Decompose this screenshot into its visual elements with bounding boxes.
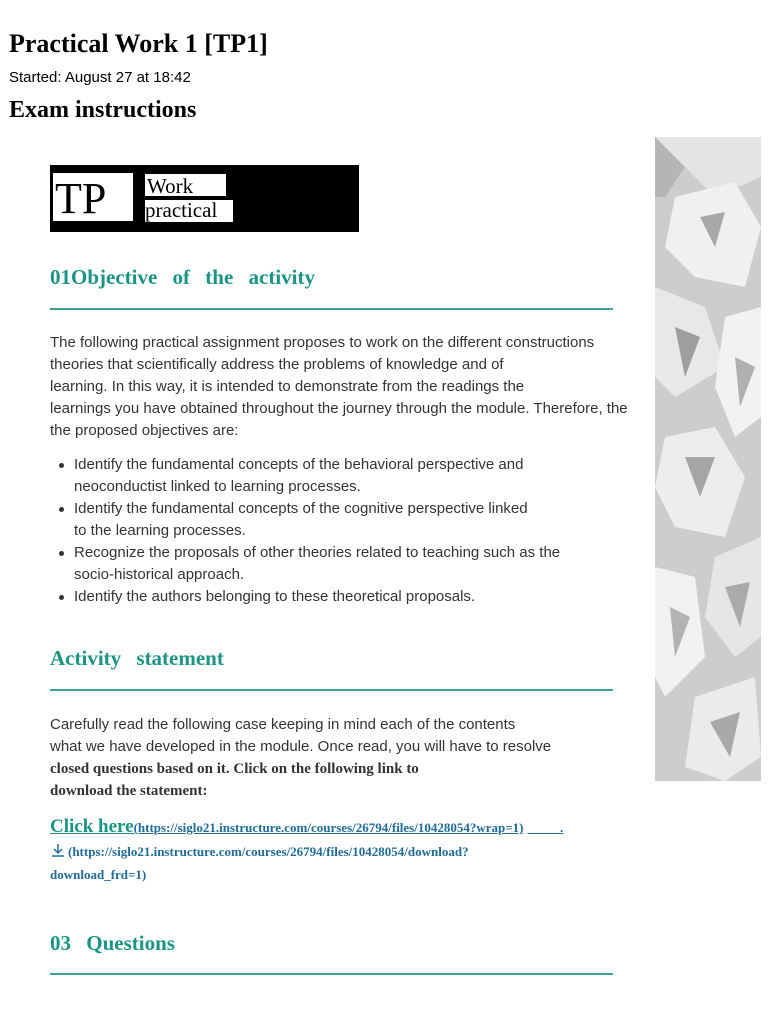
statement-link-block [50,814,650,885]
paragraph-line: theories that scientifically address the problems of knowledge and of [50,356,504,373]
download-url-continuation[interactable]: download_frd=1) [50,867,147,882]
click-here-link[interactable]: Click here [50,816,134,837]
list-item-line: neoconductist linked to learning processes. [74,478,361,495]
list-item [50,454,610,498]
statement-divider [50,689,613,691]
work-label: Work [145,174,226,196]
paragraph-line: The following practical assignment proposes to work on the different constructions [50,334,595,351]
questions-divider [50,973,613,975]
page-title: Practical Work 1 [TP1] [9,29,268,58]
link-tail: __ __ . [527,820,564,835]
objectives-list [50,454,610,608]
questions-heading: 03 Questions [50,931,175,955]
paragraph-line: the proposed objectives are: [50,422,239,439]
download-link-row[interactable] [50,841,650,864]
paragraph-line: what we have developed in the module. Once read, you will have to resolve [50,738,552,755]
download-icon[interactable] [50,842,68,864]
decorative-side-image [655,137,761,781]
statement-paragraph [50,714,650,802]
download-url-link[interactable]: (https://siglo21.instructure.com/courses/26794/files/10428054/download? [68,844,469,859]
practical-label: practical [145,200,233,222]
started-timestamp: Started: August 27 at 18:42 [9,69,191,86]
paragraph-line: learnings you have obtained throughout the journey through the module. Therefore, the [50,400,628,417]
list-item [50,542,610,586]
objective-heading: 01Objective of the activity [50,265,316,289]
list-item-line: Identify the fundamental concepts of the cognitive perspective linked [74,500,528,517]
statement-url-link[interactable]: (https://siglo21.instructure.com/courses/26794/files/10428054?wrap=1) [133,820,524,835]
paragraph-line: learning. In this way, it is intended to demonstrate from the readings the [50,378,525,395]
paragraph-line-bold: download the statement: [50,783,208,799]
list-item-line: Identify the authors belonging to these theoretical proposals. [74,588,476,605]
paragraph-line-bold: closed questions based on it. Click on the following link to [50,761,419,777]
statement-link-row [50,814,650,841]
list-item-line: to the learning processes. [74,522,246,539]
tp-label: TP [53,173,133,221]
list-item-line: Recognize the proposals of other theories related to teaching such as the [74,544,561,561]
exam-instructions-title: Exam instructions [9,97,197,123]
list-item-line: Identify the fundamental concepts of the behavioral perspective and [74,456,524,473]
tp-banner [50,165,359,232]
list-item [50,498,610,542]
objective-paragraph [50,332,650,442]
objective-divider [50,308,613,310]
list-item-line: socio-historical approach. [74,566,245,583]
paragraph-line: Carefully read the following case keeping in mind each of the contents [50,716,516,733]
abstract-pattern-graphic [655,137,761,781]
list-item [50,586,610,608]
activity-statement-heading: Activity statement [50,646,224,670]
